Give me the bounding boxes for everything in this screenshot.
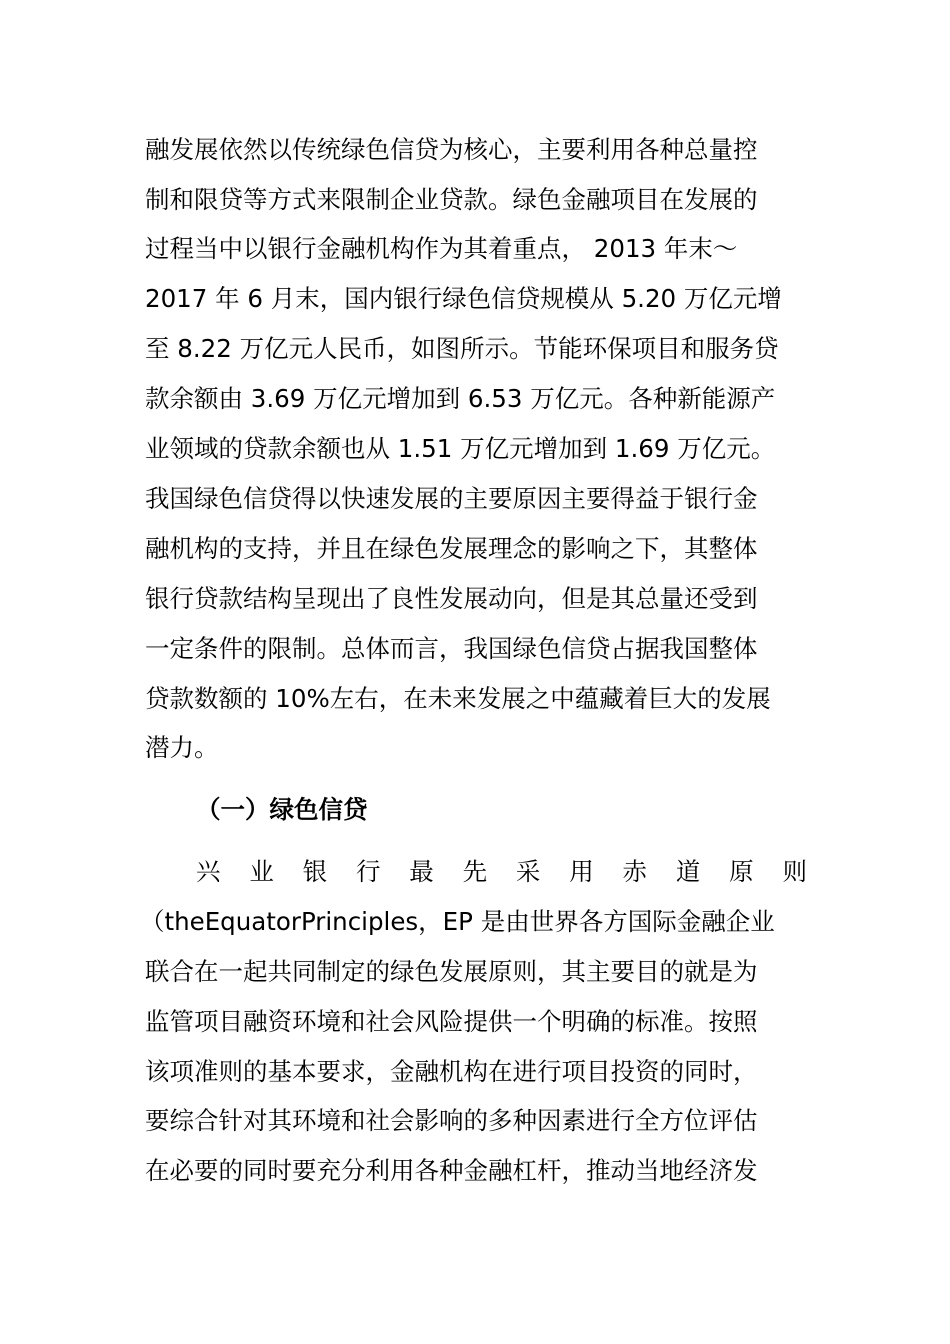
text-char: 兴 — [196, 857, 221, 886]
text-char: 业 — [249, 857, 274, 886]
text-char: 银 — [302, 857, 328, 886]
text-line: 要综合针对其环境和社会影响的多种因素进行全方位评估 — [145, 1106, 758, 1135]
text-char: 原 — [729, 857, 754, 886]
text-char: 用 — [569, 857, 594, 886]
text-char: 则 — [782, 857, 807, 886]
text-line: 一定条件的限制。总体而言，我国绿色信贷占据我国整体 — [145, 634, 758, 663]
section-heading: （一）绿色信贷 — [196, 795, 368, 824]
text-char: 行 — [355, 857, 381, 886]
text-char: 先 — [462, 857, 488, 886]
text-line: 款余额由 3.69 万亿元增加到 6.53 万亿元。各种新能源产 — [145, 384, 776, 413]
justified-first-line — [196, 852, 807, 892]
text-char: 最 — [409, 857, 434, 886]
text-char: 采 — [515, 857, 541, 886]
text-line: 该项准则的基本要求，金融机构在进行项目投资的同时， — [145, 1057, 758, 1086]
text-char: 道 — [675, 857, 701, 886]
text-line: 融发展依然以传统绿色信贷为核心，主要利用各种总量控 — [145, 135, 758, 164]
text-char: 赤 — [622, 857, 647, 886]
text-line: 2017 年 6 月末，国内银行绿色信贷规模从 5.20 万亿元增 — [145, 284, 782, 313]
text-line: 银行贷款结构呈现出了良性发展动向，但是其总量还受到 — [145, 584, 758, 613]
text-line: 业领域的贷款余额也从 1.51 万亿元增加到 1.69 万亿元。 — [145, 434, 776, 463]
text-line: 在必要的同时要充分利用各种金融杠杆，推动当地经济发 — [145, 1156, 758, 1185]
text-line: 监管项目融资环境和社会风险提供一个明确的标准。按照 — [145, 1007, 758, 1036]
text-line: 联合在一起共同制定的绿色发展原则，其主要目的就是为 — [145, 957, 758, 986]
text-line: 融机构的支持，并且在绿色发展理念的影响之下，其整体 — [145, 534, 758, 563]
text-line: 至 8.22 万亿元人民币，如图所示。节能环保项目和服务贷 — [145, 334, 779, 363]
text-line: （theEquatorPrinciples，EP 是由世界各方国际金融企业 — [140, 907, 775, 936]
text-line: 我国绿色信贷得以快速发展的主要原因主要得益于银行金 — [145, 484, 758, 513]
text-line: 制和限贷等方式来限制企业贷款。绿色金融项目在发展的 — [145, 185, 758, 214]
text-line: 潜力。 — [145, 733, 219, 762]
text-line: 贷款数额的 10%左右，在未来发展之中蕴藏着巨大的发展 — [145, 684, 771, 713]
text-line: 过程当中以银行金融机构作为其着重点， 2013 年末～ — [145, 234, 738, 263]
